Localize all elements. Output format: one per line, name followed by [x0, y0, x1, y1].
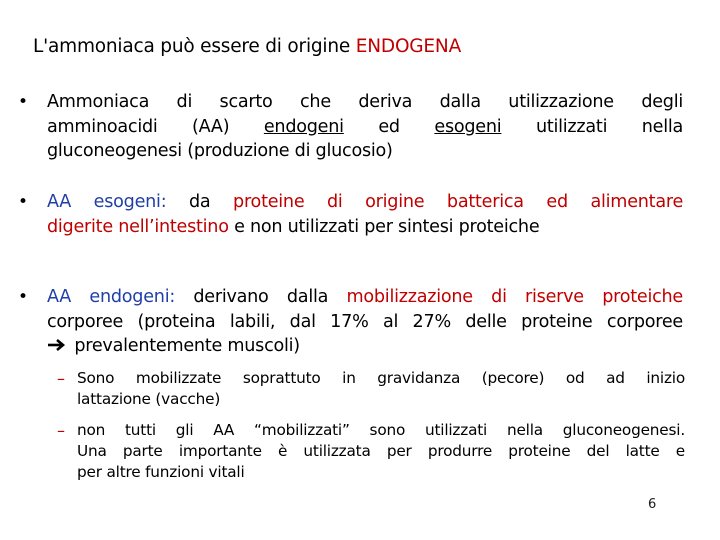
subbullet-line: Sono mobilizzate soprattuto in gravidanza (pecore) od ad inizio	[77, 369, 685, 387]
bullet-line	[47, 334, 683, 359]
bullet-line	[47, 215, 683, 240]
bullet-line	[47, 115, 683, 140]
subbullet-line: Una parte importante è utilizzata per produrre proteine del latte e	[77, 442, 685, 460]
bullet-line: Ammoniaca di scarto che deriva dalla utilizzazione degli	[47, 92, 683, 112]
term-endogeni: endogeni	[263, 116, 344, 137]
dash-icon: –	[57, 369, 65, 388]
text-digerite-intestino: digerite nell’intestino	[47, 216, 229, 237]
bullet-line: corporee (proteina labili, dal 17% al 27% delle proteine corporee	[47, 311, 683, 332]
bullet-line	[47, 190, 683, 215]
text-prevalentemente: prevalentemente muscoli)	[74, 336, 300, 356]
subbullet-line: per altre funzioni vitali	[77, 463, 245, 481]
bullet-dot-icon: •	[18, 92, 29, 112]
text-derivano-dalla: derivano dalla	[193, 287, 329, 307]
subbullet-non-tutti	[77, 420, 685, 483]
bullet-line	[47, 285, 683, 310]
bullet-aa-esogeni	[47, 190, 683, 239]
text-utilizzati-nella: utilizzati nella	[535, 116, 684, 137]
bullet-dot-icon: •	[18, 192, 29, 212]
subbullet-gravidanza	[77, 368, 685, 410]
slide-title	[33, 36, 461, 57]
title-prefix: L'ammoniaca può essere di origine	[33, 36, 351, 57]
subbullet-line: lattazione (vacche)	[77, 390, 221, 408]
text-proteine-origine: proteine di origine batterica ed alimentare	[233, 192, 684, 212]
text-mobilizzazione: mobilizzazione di riserve proteiche	[346, 287, 683, 307]
text-ed: ed	[378, 116, 400, 137]
dash-icon: –	[57, 421, 65, 440]
bullet-ammoniaca-scarto	[47, 90, 683, 164]
page-number: 6	[648, 497, 657, 512]
text-amminoacidi: amminoacidi (AA)	[47, 116, 230, 137]
subbullet-line: non tutti gli AA “mobilizzati” sono utilizzati nella gluconeogenesi.	[77, 421, 685, 439]
label-aa-esogeni: AA esogeni:	[47, 192, 167, 212]
text-da: da	[188, 192, 211, 212]
term-esogeni: esogeni	[434, 116, 502, 137]
bullet-line: gluconeogenesi (produzione di glucosio)	[47, 141, 393, 161]
text-non-utilizzati: e non utilizzati per sintesi proteiche	[234, 216, 540, 237]
label-aa-endogeni: AA endogeni:	[47, 287, 176, 307]
bullet-dot-icon: •	[18, 287, 29, 307]
title-highlight: ENDOGENA	[355, 36, 462, 57]
bullet-aa-endogeni	[47, 285, 683, 359]
right-arrow-icon	[47, 334, 69, 359]
